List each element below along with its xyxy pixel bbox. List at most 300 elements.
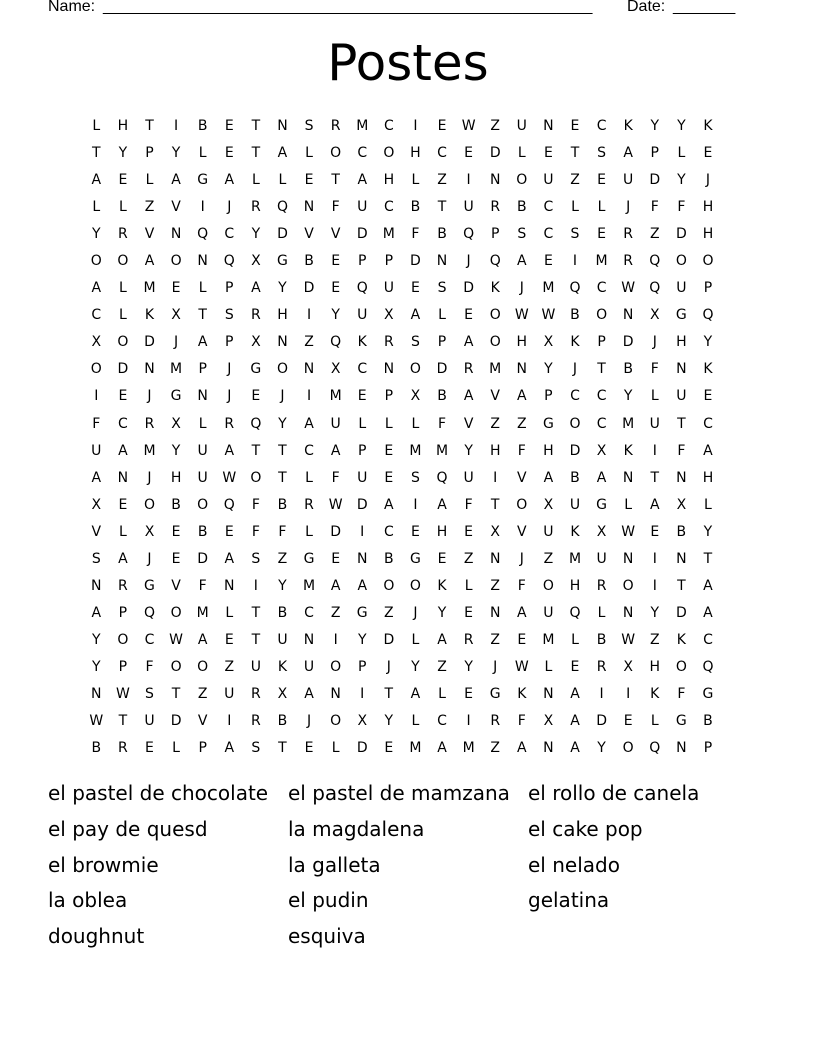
- grid-letter: U: [569, 496, 581, 513]
- grid-letter: R: [623, 226, 634, 243]
- grid-letter: O: [516, 172, 528, 189]
- grid-letter: M: [143, 280, 156, 297]
- grid-letter: Z: [437, 172, 447, 189]
- grid-letter: N: [91, 685, 102, 702]
- grid-letter: Y: [251, 226, 261, 243]
- grid-letter: T: [384, 685, 394, 702]
- grid-letter: R: [224, 415, 235, 432]
- grid-letter: E: [224, 631, 234, 648]
- grid-letter: P: [703, 740, 713, 757]
- grid-letter: Q: [649, 253, 661, 270]
- grid-letter: R: [490, 713, 501, 730]
- grid-letter: M: [568, 550, 582, 567]
- grid-letter: U: [330, 415, 341, 432]
- grid-letter: F: [92, 415, 101, 432]
- word-list-item: gelatina: [528, 888, 610, 913]
- grid-letter: L: [92, 118, 101, 134]
- grid-letter: Z: [224, 658, 235, 675]
- grid-letter: S: [145, 685, 154, 702]
- grid-letter: U: [596, 550, 607, 567]
- grid-letter: O: [702, 253, 714, 270]
- grid-letter: R: [250, 713, 261, 730]
- grid-letter: X: [144, 523, 155, 540]
- grid-letter: I: [413, 118, 418, 134]
- grid-letter: W: [328, 496, 343, 513]
- grid-letter: P: [358, 253, 367, 270]
- grid-letter: Y: [278, 280, 287, 297]
- grid-letter: V: [517, 523, 527, 540]
- grid-letter: L: [571, 199, 579, 216]
- grid-letter: O: [250, 469, 262, 486]
- grid-letter: C: [144, 631, 155, 648]
- word-list-item: el pastel de mamzana: [288, 781, 510, 805]
- grid-letter: E: [597, 172, 606, 189]
- grid-letter: U: [303, 658, 315, 675]
- grid-letter: D: [383, 631, 395, 648]
- grid-letter: T: [92, 145, 101, 162]
- grid-letter: N: [622, 604, 634, 621]
- grid-letter: E: [118, 496, 128, 513]
- grid-letter: W: [621, 631, 636, 648]
- grid-letter: B: [570, 469, 580, 486]
- grid-letter: D: [170, 713, 182, 730]
- grid-letter: G: [702, 685, 714, 702]
- grid-letter: C: [703, 631, 713, 648]
- grid-letter: B: [437, 388, 447, 405]
- grid-letter: G: [277, 253, 288, 270]
- grid-letter: N: [356, 550, 368, 567]
- grid-letter: D: [569, 442, 581, 459]
- grid-letter: Z: [304, 334, 314, 351]
- grid-letter: I: [572, 253, 578, 270]
- grid-letter: D: [117, 361, 129, 378]
- grid-letter: U: [357, 199, 368, 216]
- grid-letter: Z: [330, 604, 341, 621]
- grid-letter: C: [224, 226, 235, 243]
- grid-letter: F: [517, 442, 526, 459]
- grid-letter: Y: [92, 226, 101, 243]
- grid-letter: Y: [650, 604, 660, 621]
- grid-letter: F: [145, 658, 154, 675]
- grid-letter: C: [383, 523, 394, 540]
- grid-letter: Y: [437, 604, 447, 621]
- grid-letter: A: [623, 145, 633, 162]
- grid-letter: R: [118, 740, 128, 757]
- grid-letter: P: [145, 145, 154, 162]
- grid-letter: M: [435, 442, 449, 459]
- grid-letter: U: [197, 469, 208, 486]
- grid-letter: M: [356, 118, 369, 134]
- grid-letter: Q: [276, 199, 288, 216]
- grid-letter: U: [543, 172, 554, 189]
- grid-letter: P: [358, 658, 367, 675]
- grid-letter: U: [383, 280, 394, 297]
- grid-letter: O: [569, 415, 581, 432]
- grid-letter: J: [493, 658, 498, 675]
- grid-letter: K: [437, 577, 447, 594]
- grid-letter: E: [570, 118, 580, 134]
- grid-letter: A: [197, 631, 208, 648]
- grid-letter: Z: [490, 631, 500, 648]
- grid-letter: F: [650, 361, 659, 378]
- grid-letter: K: [570, 334, 580, 351]
- grid-letter: Y: [650, 118, 660, 134]
- grid-letter: A: [330, 442, 341, 459]
- grid-letter: S: [224, 307, 234, 324]
- grid-letter: Z: [490, 740, 500, 757]
- grid-letter: U: [197, 442, 208, 459]
- grid-letter: I: [599, 685, 604, 702]
- grid-letter: I: [174, 118, 179, 134]
- grid-letter: V: [171, 199, 181, 216]
- grid-letter: N: [383, 361, 395, 378]
- grid-letter: N: [91, 577, 102, 594]
- grid-letter: G: [250, 361, 262, 378]
- grid-letter: J: [519, 550, 524, 567]
- grid-letter: X: [91, 334, 102, 351]
- grid-letter: G: [197, 172, 209, 189]
- grid-letter: L: [92, 199, 101, 216]
- name-line: _______________________________________________________: [103, 0, 593, 15]
- grid-letter: L: [517, 145, 526, 162]
- grid-letter: B: [197, 523, 208, 540]
- grid-letter: K: [650, 685, 660, 702]
- grid-letter: U: [357, 469, 368, 486]
- grid-letter: R: [118, 226, 128, 243]
- grid-letter: Q: [223, 253, 235, 270]
- grid-letter: E: [410, 523, 420, 540]
- grid-letter: Y: [278, 577, 287, 594]
- grid-letter: D: [277, 226, 288, 243]
- grid-letter: I: [652, 550, 657, 567]
- grid-letter: N: [622, 469, 634, 486]
- grid-letter: A: [570, 713, 580, 730]
- grid-letter: I: [333, 631, 338, 648]
- grid-letter: A: [410, 307, 421, 324]
- grid-letter: C: [91, 307, 102, 324]
- grid-letter: T: [251, 631, 261, 648]
- grid-letter: C: [543, 199, 554, 216]
- grid-letter: A: [596, 469, 607, 486]
- grid-letter: M: [143, 442, 156, 459]
- grid-letter: E: [597, 226, 606, 243]
- grid-letter: H: [569, 577, 581, 594]
- grid-letter: K: [357, 334, 367, 351]
- grid-letter: A: [304, 685, 314, 702]
- grid-letter: O: [117, 334, 129, 351]
- name-label: Name:: [48, 0, 96, 15]
- grid-letter: Y: [331, 307, 340, 324]
- grid-letter: T: [331, 172, 340, 189]
- grid-letter: H: [383, 172, 395, 189]
- grid-letter: O: [489, 307, 501, 324]
- grid-letter: S: [251, 550, 261, 567]
- grid-letter: L: [305, 145, 313, 162]
- grid-letter: P: [490, 226, 500, 243]
- grid-letter: Q: [649, 740, 661, 757]
- grid-letter: N: [622, 307, 634, 324]
- grid-letter: K: [517, 685, 527, 702]
- date-label: Date:: [627, 0, 666, 15]
- grid-letter: M: [462, 740, 475, 757]
- word-list-item: la galleta: [288, 852, 381, 877]
- grid-letter: S: [410, 334, 420, 351]
- word-search-grid: [83, 113, 721, 762]
- grid-letter: I: [652, 442, 657, 459]
- grid-letter: O: [197, 658, 209, 675]
- grid-letter: P: [437, 334, 447, 351]
- grid-letter: X: [543, 713, 554, 730]
- grid-letter: H: [117, 118, 129, 134]
- word-list: [48, 776, 768, 955]
- grid-letter: L: [198, 280, 207, 297]
- grid-letter: F: [677, 685, 686, 702]
- grid-letter: Q: [436, 469, 448, 486]
- grid-letter: X: [330, 361, 341, 378]
- grid-letter: R: [623, 253, 634, 270]
- grid-letter: O: [170, 658, 182, 675]
- grid-letter: T: [198, 307, 207, 324]
- grid-letter: X: [649, 307, 660, 324]
- grid-letter: K: [144, 307, 155, 324]
- grid-letter: U: [676, 388, 687, 405]
- grid-letter: T: [145, 118, 154, 134]
- grid-letter: Q: [489, 253, 501, 270]
- grid-letter: X: [623, 658, 633, 675]
- grid-letter: A: [197, 334, 208, 351]
- grid-letter: U: [144, 713, 155, 730]
- grid-letter: T: [251, 145, 261, 162]
- grid-letter: F: [517, 713, 526, 730]
- grid-letter: F: [251, 523, 260, 540]
- grid-letter: U: [357, 307, 368, 324]
- grid-letter: V: [490, 388, 500, 405]
- grid-letter: X: [357, 713, 368, 730]
- grid-letter: U: [277, 631, 288, 648]
- grid-letter: W: [461, 118, 476, 134]
- grid-letter: L: [650, 388, 659, 405]
- grid-letter: I: [200, 199, 205, 216]
- grid-letter: A: [384, 496, 394, 513]
- grid-letter: B: [171, 496, 181, 513]
- grid-letter: W: [621, 280, 636, 297]
- grid-letter: L: [305, 523, 313, 540]
- grid-letter: P: [597, 334, 606, 351]
- grid-letter: A: [437, 631, 447, 648]
- grid-letter: P: [225, 334, 234, 351]
- grid-letter: Z: [144, 199, 155, 216]
- grid-letter: B: [703, 713, 713, 730]
- grid-letter: R: [304, 496, 314, 513]
- grid-letter: Y: [677, 118, 686, 134]
- grid-letter: M: [409, 740, 422, 757]
- grid-letter: D: [197, 550, 209, 567]
- grid-letter: L: [704, 496, 712, 513]
- grid-letter: D: [330, 523, 342, 540]
- grid-letter: S: [570, 226, 580, 243]
- grid-letter: D: [675, 604, 687, 621]
- grid-letter: Z: [517, 415, 527, 432]
- grid-letter: O: [276, 361, 288, 378]
- grid-letter: R: [383, 334, 394, 351]
- grid-letter: J: [466, 253, 471, 270]
- grid-letter: O: [409, 361, 421, 378]
- grid-letter: D: [356, 496, 368, 513]
- grid-letter: Z: [384, 604, 394, 621]
- grid-letter: Z: [437, 658, 447, 675]
- grid-letter: E: [543, 145, 553, 162]
- grid-letter: K: [623, 442, 633, 459]
- grid-letter: F: [677, 199, 686, 216]
- grid-letter: N: [516, 361, 528, 378]
- grid-letter: S: [410, 469, 420, 486]
- grid-letter: D: [144, 334, 155, 351]
- grid-letter: B: [623, 361, 633, 378]
- grid-letter: H: [170, 469, 182, 486]
- grid-letter: Y: [464, 658, 473, 675]
- grid-letter: M: [329, 388, 342, 405]
- grid-letter: P: [118, 658, 128, 675]
- grid-letter: E: [570, 658, 580, 675]
- grid-letter: D: [356, 740, 368, 757]
- grid-letter: N: [543, 740, 554, 757]
- grid-letter: C: [543, 226, 554, 243]
- grid-letter: X: [543, 334, 554, 351]
- grid-letter: E: [331, 280, 341, 297]
- grid-letter: L: [225, 604, 234, 621]
- grid-letter: F: [251, 496, 260, 513]
- header: [48, 0, 748, 20]
- grid-letter: J: [626, 199, 631, 216]
- grid-letter: C: [596, 118, 607, 134]
- grid-letter: C: [437, 145, 447, 162]
- grid-letter: V: [517, 469, 527, 486]
- grid-letter: M: [382, 226, 395, 243]
- grid-letter: P: [384, 253, 394, 270]
- grid-letter: R: [250, 199, 261, 216]
- grid-letter: G: [303, 550, 315, 567]
- grid-letter: U: [91, 442, 102, 459]
- grid-letter: O: [90, 361, 102, 378]
- grid-letter: H: [702, 199, 714, 216]
- grid-letter: E: [517, 631, 527, 648]
- grid-letter: X: [490, 523, 500, 540]
- grid-letter: N: [303, 361, 315, 378]
- grid-letter: Z: [490, 577, 500, 594]
- grid-letter: S: [251, 740, 261, 757]
- grid-letter: J: [227, 361, 232, 378]
- grid-letter: L: [624, 496, 633, 513]
- grid-letter: M: [196, 604, 209, 621]
- grid-letter: X: [171, 415, 181, 432]
- grid-letter: E: [224, 523, 234, 540]
- grid-letter: D: [622, 334, 634, 351]
- grid-letter: K: [570, 523, 580, 540]
- grid-letter: H: [676, 334, 687, 351]
- grid-letter: Z: [463, 550, 474, 567]
- grid-letter: H: [436, 523, 448, 540]
- grid-letter: G: [409, 550, 421, 567]
- grid-letter: V: [91, 523, 102, 540]
- grid-letter: N: [117, 469, 129, 486]
- grid-letter: O: [622, 740, 634, 757]
- grid-letter: A: [357, 577, 368, 594]
- grid-letter: K: [676, 631, 686, 648]
- grid-letter: E: [304, 740, 314, 757]
- grid-letter: F: [517, 577, 526, 594]
- grid-letter: E: [224, 145, 234, 162]
- grid-letter: A: [649, 496, 660, 513]
- grid-letter: A: [703, 442, 713, 459]
- grid-letter: I: [626, 685, 631, 702]
- grid-letter: U: [463, 469, 474, 486]
- grid-letter: Z: [649, 226, 660, 243]
- grid-letter: L: [118, 307, 127, 324]
- grid-letter: N: [303, 199, 315, 216]
- grid-letter: D: [675, 226, 687, 243]
- grid-letter: U: [543, 604, 554, 621]
- grid-letter: A: [224, 172, 235, 189]
- grid-letter: O: [330, 713, 342, 730]
- grid-letter: P: [544, 388, 553, 405]
- grid-letter: Q: [250, 415, 262, 432]
- grid-letter: A: [171, 172, 181, 189]
- grid-letter: Z: [277, 550, 288, 567]
- grid-letter: Y: [118, 145, 128, 162]
- grid-letter: Z: [570, 172, 580, 189]
- grid-letter: A: [91, 172, 102, 189]
- grid-letter: Y: [464, 442, 473, 459]
- grid-letter: J: [705, 172, 711, 189]
- grid-letter: M: [170, 361, 183, 378]
- grid-letter: E: [171, 550, 181, 567]
- grid-letter: L: [464, 577, 473, 594]
- grid-letter: W: [169, 631, 183, 648]
- grid-letter: Y: [171, 442, 181, 459]
- grid-letter: E: [171, 280, 181, 297]
- grid-letter: X: [543, 496, 554, 513]
- grid-letter: J: [413, 604, 418, 621]
- grid-letter: A: [543, 469, 554, 486]
- grid-letter: M: [595, 253, 608, 270]
- grid-letter: A: [224, 740, 235, 757]
- grid-letter: E: [384, 442, 394, 459]
- grid-letter: N: [543, 118, 554, 134]
- grid-letter: L: [571, 631, 579, 648]
- grid-letter: A: [437, 496, 447, 513]
- grid-letter: U: [224, 685, 235, 702]
- grid-letter: G: [675, 713, 687, 730]
- grid-letter: G: [596, 496, 607, 513]
- grid-letter: P: [384, 388, 394, 405]
- grid-letter: I: [493, 469, 498, 486]
- grid-letter: B: [516, 199, 527, 216]
- grid-letter: A: [570, 740, 580, 757]
- grid-letter: J: [147, 550, 152, 567]
- grid-letter: B: [410, 199, 421, 216]
- grid-letter: P: [198, 740, 207, 757]
- grid-letter: W: [115, 685, 130, 702]
- grid-letter: O: [383, 145, 395, 162]
- grid-letter: Q: [356, 280, 368, 297]
- grid-letter: E: [437, 550, 447, 567]
- grid-letter: L: [411, 631, 420, 648]
- grid-letter: C: [357, 361, 368, 378]
- grid-letter: A: [224, 442, 235, 459]
- grid-letter: U: [516, 118, 527, 134]
- grid-letter: E: [464, 685, 474, 702]
- word-list-item: el pudin: [288, 888, 369, 913]
